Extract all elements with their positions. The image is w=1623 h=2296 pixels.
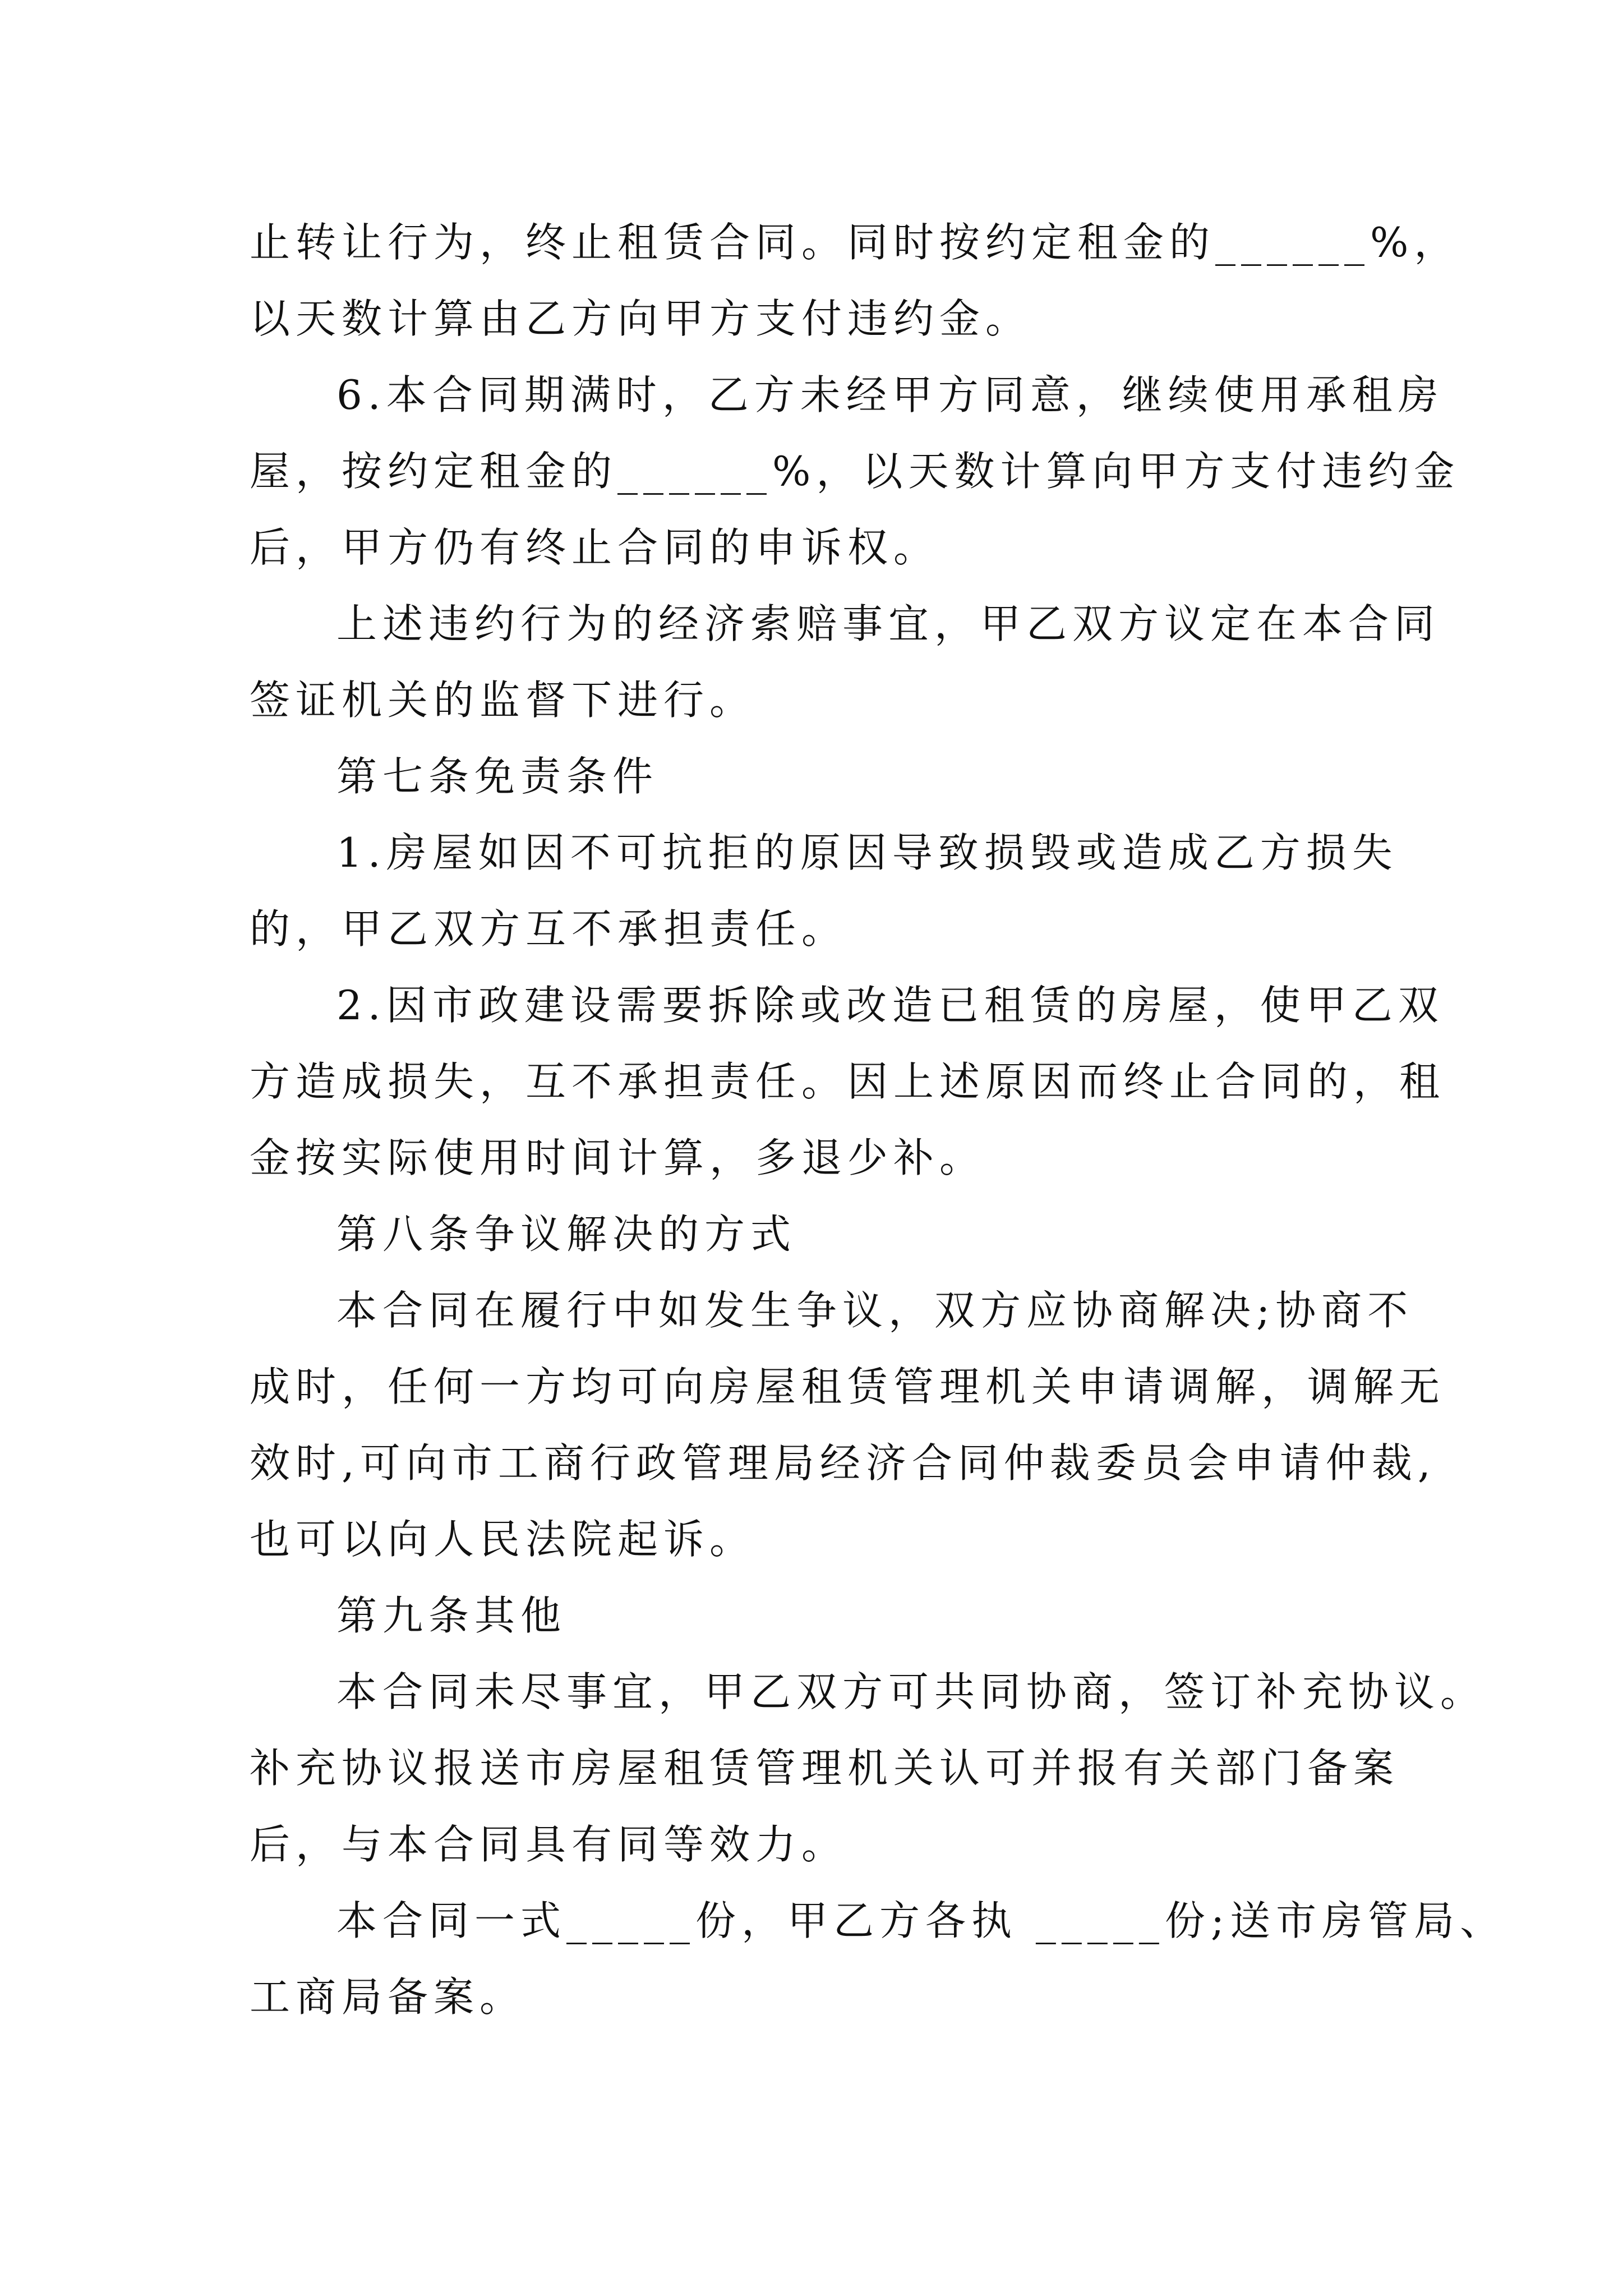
- text-line: 后，甲方仍有终止合同的申诉权。: [250, 524, 940, 571]
- text-line: 6.本合同期满时，乙方未经甲方同意，继续使用承租房: [336, 371, 1444, 418]
- text-line: 效时,可向市工商行政管理局经济合同仲裁委员会申请仲裁,: [250, 1439, 1436, 1487]
- section-heading: 第九条其他: [336, 1592, 567, 1639]
- text-line: 也可以向人民法院起诉。: [250, 1516, 756, 1563]
- text-line: 金按实际使用时间计算，多退少补。: [250, 1134, 986, 1181]
- text-line: 1.房屋如因不可抗拒的原因导致损毁或造成乙方损失: [336, 829, 1398, 876]
- section-heading: 第八条争议解决的方式: [336, 1211, 797, 1258]
- text-line: 本合同未尽事宜，甲乙双方可共同协商，签订补充协议。: [336, 1668, 1487, 1715]
- text-line: 的，甲乙双方互不承担责任。: [250, 905, 848, 953]
- text-line: 方造成损失，互不承担责任。因上述原因而终止合同的，租: [250, 1058, 1446, 1105]
- text-line: 工商局备案。: [250, 1973, 526, 2021]
- text-line: 上述违约行为的经济索赔事宜，甲乙双方议定在本合同: [336, 600, 1441, 647]
- text-line: 屋，按约定租金的______%，以天数计算向甲方支付违约金: [250, 448, 1460, 495]
- text-line: 2.因市政建设需要拆除或改造已租赁的房屋，使甲乙双: [336, 982, 1444, 1029]
- section-heading: 第七条免责条件: [336, 753, 659, 800]
- text-line: 成时，任何一方均可向房屋租赁管理机关申请调解，调解无: [250, 1363, 1446, 1410]
- text-line: 本合同在履行中如发生争议，双方应协商解决;协商不: [336, 1287, 1414, 1334]
- text-line: 签证机关的监督下进行。: [250, 677, 756, 724]
- text-line: 后，与本合同具有同等效力。: [250, 1821, 848, 1868]
- text-line: 本合同一式_____份，甲乙方各执 _____份;送市房管局、: [336, 1897, 1506, 1944]
- text-line: 止转让行为，终止租赁合同。同时按约定租金的______%，: [250, 219, 1460, 266]
- text-line: 以天数计算由乙方向甲方支付违约金。: [250, 295, 1032, 342]
- text-line: 补充协议报送市房屋租赁管理机关认可并报有关部门备案: [250, 1745, 1400, 1792]
